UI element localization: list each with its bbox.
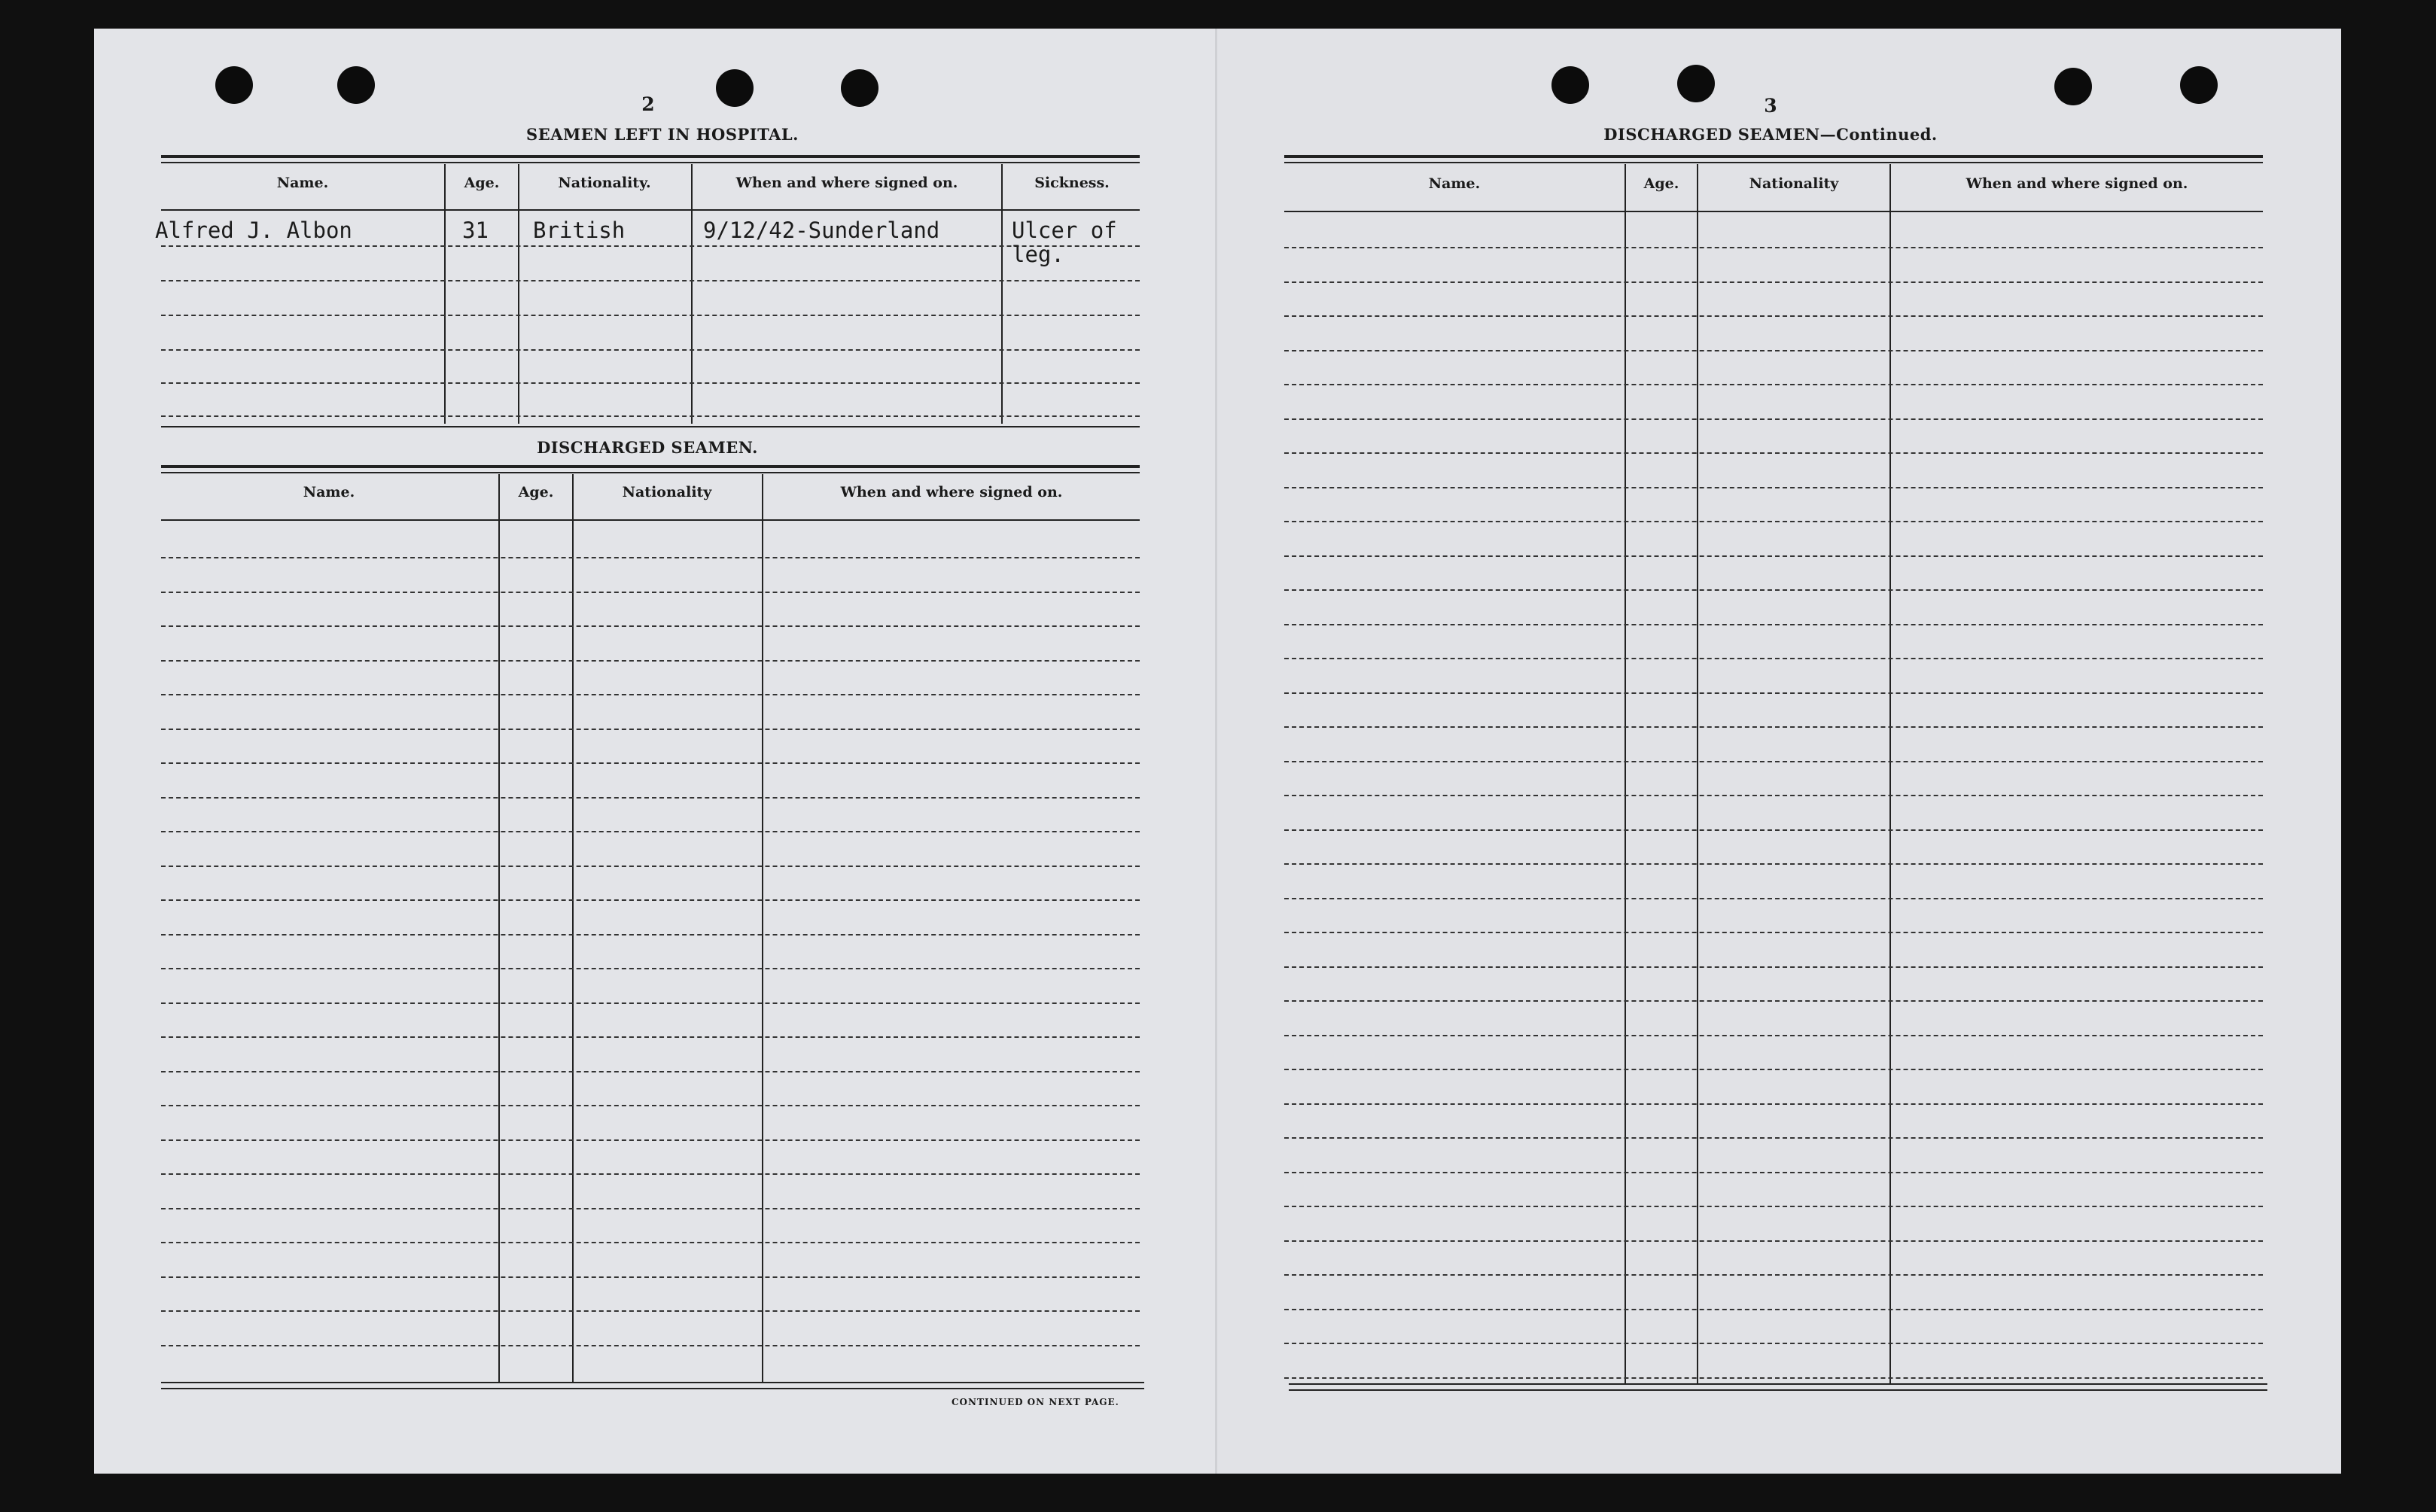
page-number: 2 <box>641 93 655 115</box>
col-header-signed-on: When and where signed on. <box>840 484 1063 500</box>
header-rule <box>161 465 1140 468</box>
row-line <box>161 1173 1140 1175</box>
row-line <box>1284 247 2263 248</box>
col-header-signed-on: When and where signed on. <box>1966 175 2188 192</box>
row-line <box>1284 692 2263 694</box>
row-line <box>1284 1137 2263 1139</box>
row-line <box>1284 315 2263 317</box>
bottom-rule <box>161 1388 1144 1389</box>
row-line <box>1284 1240 2263 1242</box>
row-line <box>1284 624 2263 625</box>
row-line <box>161 1310 1140 1312</box>
row-line <box>161 625 1140 627</box>
row-line <box>1284 1172 2263 1173</box>
column-divider <box>1001 164 1003 424</box>
hospital-section-title: SEAMEN LEFT IN HOSPITAL. <box>526 125 799 144</box>
column-header-rule <box>1284 211 2263 212</box>
row-line <box>161 557 1140 558</box>
row-line <box>161 899 1140 901</box>
row-line <box>161 694 1140 695</box>
row-line <box>1284 1035 2263 1036</box>
row-line <box>1284 1103 2263 1105</box>
row-line <box>161 245 1140 247</box>
row-line <box>1284 1000 2263 1002</box>
row-line <box>1284 898 2263 899</box>
bottom-rule <box>1289 1383 2267 1385</box>
row-line <box>161 968 1140 969</box>
row-line <box>1284 555 2263 557</box>
column-divider <box>518 164 519 424</box>
row-line <box>161 762 1140 764</box>
row-line <box>1284 932 2263 933</box>
bottom-rule <box>161 1382 1144 1383</box>
section-rule <box>161 426 1140 427</box>
row-line <box>161 831 1140 832</box>
row-line <box>161 1242 1140 1243</box>
bottom-rule <box>1289 1389 2267 1391</box>
punch-hole <box>215 66 253 104</box>
row-line <box>1284 418 2263 420</box>
col-header-age: Age. <box>1643 175 1679 192</box>
row-line <box>1284 1309 2263 1310</box>
punch-hole <box>1677 65 1715 102</box>
col-header-signed-on: When and where signed on. <box>735 175 958 191</box>
row-line <box>1284 863 2263 865</box>
column-divider <box>1889 164 1891 1383</box>
row-line <box>161 1071 1140 1072</box>
row-line <box>1284 1274 2263 1276</box>
row-line <box>1284 1343 2263 1344</box>
page-number: 3 <box>1764 95 1777 117</box>
header-rule <box>161 155 1140 158</box>
row-line <box>1284 487 2263 488</box>
column-divider <box>572 474 574 1382</box>
col-header-name: Name. <box>276 175 329 191</box>
punch-hole <box>1551 66 1589 104</box>
header-rule <box>1284 155 2263 158</box>
column-divider <box>1697 164 1698 1383</box>
col-header-name: Name. <box>1428 175 1481 192</box>
column-divider <box>444 164 446 424</box>
row-line <box>1284 350 2263 351</box>
column-divider <box>1625 164 1626 1383</box>
punch-hole <box>2180 66 2218 104</box>
entry-nationality: British <box>533 218 626 243</box>
row-line <box>161 866 1140 867</box>
entry-name: Alfred J. Albon <box>155 218 352 243</box>
punch-hole <box>716 69 754 107</box>
row-line <box>161 1105 1140 1106</box>
row-line <box>1284 281 2263 283</box>
col-header-nationality: Nationality <box>1749 175 1839 192</box>
column-header-rule <box>161 209 1140 211</box>
row-line <box>161 349 1140 351</box>
header-rule <box>1284 162 2263 163</box>
row-line <box>161 1036 1140 1038</box>
col-header-age: Age. <box>464 175 500 191</box>
col-header-sickness: Sickness. <box>1034 175 1110 191</box>
row-line <box>1284 452 2263 454</box>
row-line <box>1284 829 2263 831</box>
row-line <box>1284 589 2263 591</box>
row-line <box>1284 1377 2263 1379</box>
entry-signed-on: 9/12/42-Sunderland <box>703 218 940 243</box>
row-line <box>1284 384 2263 385</box>
row-line <box>1284 521 2263 522</box>
column-divider <box>691 164 693 424</box>
col-header-nationality: Nationality. <box>558 175 651 191</box>
row-line <box>1284 1206 2263 1207</box>
row-line <box>1284 795 2263 796</box>
row-line <box>161 797 1140 799</box>
discharged-section-title: DISCHARGED SEAMEN. <box>537 438 758 457</box>
header-rule <box>161 162 1140 163</box>
column-header-rule <box>161 519 1140 521</box>
row-line <box>1284 761 2263 762</box>
discharged-continued-title: DISCHARGED SEAMEN—Continued. <box>1603 125 1938 144</box>
row-line <box>161 1276 1140 1278</box>
row-line <box>161 1345 1140 1346</box>
row-line <box>161 1208 1140 1209</box>
row-line <box>1284 1069 2263 1070</box>
column-divider <box>762 474 763 1382</box>
row-line <box>161 280 1140 281</box>
col-header-name: Name. <box>303 484 355 500</box>
row-line <box>161 660 1140 662</box>
row-line <box>161 1002 1140 1004</box>
row-line <box>1284 658 2263 659</box>
row-line <box>161 729 1140 730</box>
punch-hole <box>2054 68 2092 105</box>
row-line <box>161 1139 1140 1141</box>
col-header-nationality: Nationality <box>622 484 712 500</box>
right-page <box>1217 29 2341 1474</box>
row-line <box>1284 726 2263 728</box>
col-header-age: Age. <box>518 484 554 500</box>
row-line <box>1284 966 2263 968</box>
column-divider <box>498 474 500 1382</box>
entry-age: 31 <box>462 218 489 243</box>
continued-note: CONTINUED ON NEXT PAGE. <box>952 1397 1119 1407</box>
row-line <box>161 382 1140 384</box>
row-line <box>161 934 1140 935</box>
punch-hole <box>841 69 878 107</box>
entry-sickness: Ulcer of leg. <box>1012 218 1117 267</box>
punch-hole <box>337 66 375 104</box>
row-line <box>161 592 1140 593</box>
row-line <box>161 415 1140 417</box>
row-line <box>161 315 1140 316</box>
header-rule <box>161 472 1140 473</box>
